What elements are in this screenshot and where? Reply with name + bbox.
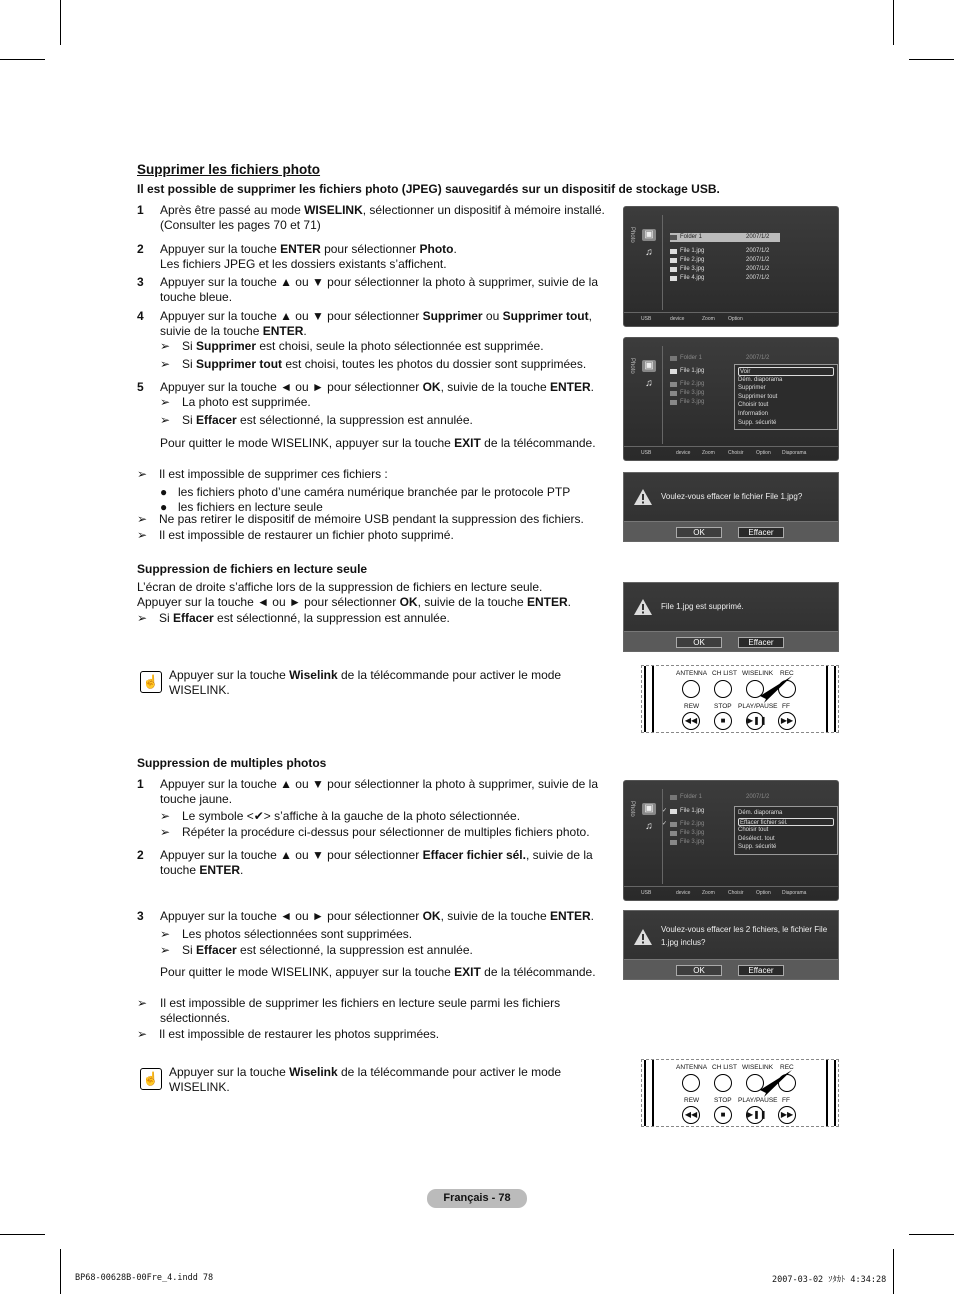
menu-item-slideshow[interactable]: Dém. diaporama xyxy=(738,810,783,816)
warning-icon xyxy=(633,598,653,616)
menu-item-select-all[interactable]: Choisir tout xyxy=(738,402,769,409)
file-icon xyxy=(670,400,677,405)
quit-instruction: Pour quitter le mode WISELINK, appuyer sur la touche EXIT de la télécommande. xyxy=(160,436,596,450)
photo-icon: ▣ xyxy=(642,360,656,372)
stop-button: ■ xyxy=(714,1106,732,1124)
check-icon: ✓ xyxy=(662,821,668,827)
folder-row[interactable]: Folder 1 2007/1/2 xyxy=(670,233,780,242)
step-4: 4 Appuyer sur la touche ▲ ou ▼ pour sélectionner Supprimer ou Supprimer tout, suivie de la touche ENTER. xyxy=(137,309,592,338)
file-row: ✓ File 2.jpg xyxy=(662,821,705,827)
readonly-text-1: L’écran de droite s’affiche lors de la suppression de fichiers en lecture seule. xyxy=(137,580,543,594)
music-icon: ♫ xyxy=(645,378,653,389)
file-row[interactable]: File 2.jpg 2007/1/2 xyxy=(670,256,780,265)
cancel-button[interactable]: Effacer xyxy=(738,527,784,538)
tv-screen-multi-select xyxy=(623,780,839,901)
menu-item-slideshow[interactable]: Dém. diaporama xyxy=(738,376,783,383)
options-menu xyxy=(734,806,838,855)
check-icon: ✓ xyxy=(662,808,668,814)
side-label: Photo xyxy=(629,358,635,374)
hand-icon: ☝ xyxy=(140,1068,162,1090)
confirm-delete-dialog xyxy=(623,472,839,542)
print-filename: BP68-00628B-00Fre_4.indd 78 xyxy=(75,1273,214,1283)
menu-item-delete-all[interactable]: Supprimer tout xyxy=(738,393,778,400)
arrow-icon: ➢ xyxy=(137,1027,148,1041)
file-icon xyxy=(670,822,677,827)
multi-note-1: ➢ Il est impossible de supprimer les fichiers en lecture seule parmi les fichiers sélectionnés. xyxy=(137,996,561,1025)
arrow-icon: ➢ xyxy=(137,528,148,542)
page-number: Français - 78 xyxy=(427,1189,527,1208)
ff-button: ▶▶ xyxy=(778,712,796,730)
note-bullet-2: ● les fichiers en lecture seule xyxy=(160,500,323,514)
cancel-button[interactable]: Effacer xyxy=(738,965,784,976)
file-row: File 3.jpg xyxy=(670,838,780,847)
ok-button[interactable]: OK xyxy=(676,637,722,648)
menu-item-delete[interactable]: Supprimer xyxy=(738,385,766,392)
file-icon xyxy=(670,249,677,254)
menu-item-delete-selected[interactable]: Effacer fichier sél. xyxy=(738,818,834,827)
tv-screen-photo-list xyxy=(623,206,839,327)
step-4-note-1: ➢ Si Supprimer est choisi, seule la photo sélectionnée est supprimée. xyxy=(160,339,544,353)
step-5-note-1: ➢ La photo est supprimée. xyxy=(160,395,311,409)
file-icon xyxy=(670,267,677,272)
multi-step-1-note-1: ➢ Le symbole <✔> s’affiche à la gauche de la photo sélectionnée. xyxy=(160,809,521,823)
wiselink-tip-2: Appuyer sur la touche Wiselink de la télécommande pour activer le mode WISELINK. xyxy=(169,1065,562,1094)
arrow-icon: ➢ xyxy=(160,809,171,823)
file-row: File 3.jpg xyxy=(670,829,780,838)
multi-note-2: ➢ Il est impossible de restaurer les photos supprimées. xyxy=(137,1027,440,1041)
stop-button: ■ xyxy=(714,712,732,730)
rew-button: ◀◀ xyxy=(682,712,700,730)
tv-footer: USB device Zoom Option xyxy=(624,312,838,326)
file-icon xyxy=(670,809,677,814)
intro-text: Il est possible de supprimer les fichiers photo (JPEG) sauvegardés sur un dispositif de stockage USB. xyxy=(137,182,720,196)
file-row: File 3.jpg xyxy=(670,398,780,407)
step-3: 3 Appuyer sur la touche ▲ ou ▼ pour sélectionner la photo à supprimer, suivie de la touche bleue. xyxy=(137,275,598,304)
arrow-icon: ➢ xyxy=(160,339,171,353)
print-date: 2007-03-02 ｿﾀｶﾄ 4:34:28 xyxy=(772,1275,887,1285)
menu-item-information[interactable]: Information xyxy=(738,410,769,417)
multi-heading: Suppression de multiples photos xyxy=(137,756,327,770)
deleted-dialog xyxy=(623,582,839,652)
tv-footer: USB device Zoom Choisir Option Diaporama xyxy=(624,886,838,900)
remote-control-image: ANTENNA CH LIST WISELINK REC REW STOP PLAY/PAUSE FF ◀◀ ■ ▶❚❚ ▶▶ xyxy=(641,1059,839,1127)
file-icon xyxy=(670,831,677,836)
file-icon xyxy=(670,369,677,374)
arrow-icon: ➢ xyxy=(137,611,148,625)
chlist-button xyxy=(714,680,732,698)
folder-row: Folder 1 2007/1/2 xyxy=(670,354,780,363)
readonly-heading: Suppression de fichiers en lecture seule xyxy=(137,562,368,576)
arrow-icon: ➢ xyxy=(160,357,171,371)
cancel-button[interactable]: Effacer xyxy=(738,637,784,648)
step-2: 2 Appuyer sur la touche ENTER pour sélectionner Photo. Les fichiers JPEG et les dossiers existants s’affichent. xyxy=(137,242,457,271)
tv-screen-options-menu xyxy=(623,337,839,461)
dialog-message: Voulez-vous effacer les 2 fichiers, le fichier File 1.jpg inclus? xyxy=(661,925,828,947)
arrow-icon: ➢ xyxy=(160,825,171,839)
menu-item-safe-remove[interactable]: Supp. sécurité xyxy=(738,844,777,851)
side-label: Photo xyxy=(629,801,635,817)
folder-icon xyxy=(670,356,677,361)
folder-icon xyxy=(670,795,677,800)
file-row: File 3.jpg xyxy=(670,389,780,398)
multi-step-3-note-1: ➢ Les photos sélectionnées sont supprimées. xyxy=(160,927,413,941)
dialog-message: File 1.jpg est supprimé. xyxy=(661,602,744,611)
hand-icon: ☝ xyxy=(140,671,162,693)
page-title: Supprimer les fichiers photo xyxy=(137,162,321,177)
file-icon xyxy=(670,391,677,396)
readonly-text-2: Appuyer sur la touche ◄ ou ► pour sélectionner OK, suivie de la touche ENTER. xyxy=(137,595,571,609)
arrow-icon: ➢ xyxy=(137,512,148,526)
multi-step-3: 3 Appuyer sur la touche ◄ ou ► pour sélectionner OK, suivie de la touche ENTER. xyxy=(137,909,594,923)
ok-button[interactable]: OK xyxy=(676,965,722,976)
step-5-note-2: ➢ Si Effacer est sélectionné, la suppression est annulée. xyxy=(160,413,473,427)
arrow-icon: ➢ xyxy=(160,927,171,941)
play-pause-button: ▶❚❚ xyxy=(746,1106,764,1124)
file-row: File 1.jpg xyxy=(670,367,780,376)
file-icon xyxy=(670,258,677,263)
menu-item-select-all[interactable]: Choisir tout xyxy=(738,827,769,834)
multi-step-1: 1 Appuyer sur la touche ▲ ou ▼ pour sélectionner la photo à supprimer, suivie de la touche jaune. xyxy=(137,777,598,806)
folder-icon xyxy=(670,235,677,240)
remote-control-image: ANTENNA CH LIST WISELINK REC REW STOP PLAY/PAUSE FF ◀◀ ■ ▶❚❚ ▶▶ xyxy=(641,665,839,733)
file-row[interactable]: File 1.jpg 2007/1/2 xyxy=(670,247,780,256)
note-bullet-1: ● les fichiers photo d’une caméra numérique branchée par le protocole PTP xyxy=(160,485,571,499)
note-3: ➢ Il est impossible de restaurer un fichier photo supprimé. xyxy=(137,528,454,542)
play-pause-button: ▶❚❚ xyxy=(746,712,764,730)
arrow-icon: ➢ xyxy=(137,996,148,1010)
dialog-message: Voulez-vous effacer le fichier File 1.jpg? xyxy=(661,492,803,501)
file-row: File 2.jpg xyxy=(670,380,780,389)
wiselink-tip-1: Appuyer sur la touche Wiselink de la télécommande pour activer le mode WISELINK. xyxy=(169,668,562,697)
arrow-icon: ➢ xyxy=(160,413,171,427)
music-icon: ♫ xyxy=(645,247,653,258)
side-label: Photo xyxy=(629,227,635,243)
file-icon xyxy=(670,382,677,387)
note-1: ➢ Il est impossible de supprimer ces fichiers : xyxy=(137,467,388,481)
arrow-icon: ➢ xyxy=(137,467,148,481)
confirm-multi-delete-dialog xyxy=(623,910,839,980)
file-icon xyxy=(670,840,677,845)
arrow-icon: ➢ xyxy=(160,943,171,957)
chlist-button xyxy=(714,1074,732,1092)
multi-step-3-note-2: ➢ Si Effacer est sélectionné, la suppression est annulée. xyxy=(160,943,473,957)
file-icon xyxy=(670,276,677,281)
music-icon: ♫ xyxy=(645,821,653,832)
note-2: ➢ Ne pas retirer le dispositif de mémoire USB pendant la suppression des fichiers. xyxy=(137,512,584,526)
file-row[interactable]: File 3.jpg 2007/1/2 xyxy=(670,265,780,274)
menu-item-view[interactable]: Voir xyxy=(738,367,834,376)
ff-button: ▶▶ xyxy=(778,1106,796,1124)
tv-footer: USB device Zoom Choisir Option Diaporama xyxy=(624,446,838,460)
photo-icon: ▣ xyxy=(642,803,656,815)
folder-row: Folder 1 2007/1/2 xyxy=(670,793,780,802)
warning-icon xyxy=(633,928,653,946)
rew-button: ◀◀ xyxy=(682,1106,700,1124)
antenna-button xyxy=(682,1074,700,1092)
photo-icon: ▣ xyxy=(642,229,656,241)
ok-button[interactable]: OK xyxy=(676,527,722,538)
arrow-icon: ➢ xyxy=(160,395,171,409)
multi-step-1-note-2: ➢ Répéter la procédure ci-dessus pour sélectionner de multiples fichiers photo. xyxy=(160,825,590,839)
options-menu xyxy=(734,364,838,430)
file-row[interactable]: File 4.jpg 2007/1/2 xyxy=(670,274,780,283)
warning-icon xyxy=(633,488,653,506)
step-4-note-2: ➢ Si Supprimer tout est choisi, toutes les photos du dossier sont supprimées. xyxy=(160,357,587,371)
menu-item-safe-remove[interactable]: Supp. sécurité xyxy=(738,419,777,426)
multi-quit-instruction: Pour quitter le mode WISELINK, appuyer sur la touche EXIT de la télécommande. xyxy=(160,965,596,979)
pointer-arrow-icon xyxy=(754,674,794,704)
step-1: 1 Après être passé au mode WISELINK, sélectionner un dispositif à mémoire installé. (Consulter les pages 70 et 71) xyxy=(137,203,605,232)
pointer-arrow-icon xyxy=(754,1068,794,1098)
multi-step-2: 2 Appuyer sur la touche ▲ ou ▼ pour sélectionner Effacer fichier sél., suivie de la touche ENTER. xyxy=(137,848,593,877)
antenna-button xyxy=(682,680,700,698)
step-5: 5 Appuyer sur la touche ◄ ou ► pour sélectionner OK, suivie de la touche ENTER. xyxy=(137,380,594,394)
menu-item-deselect-all[interactable]: Désélect. tout xyxy=(738,835,775,842)
readonly-note: ➢ Si Effacer est sélectionné, la suppression est annulée. xyxy=(137,611,450,625)
file-row: ✓ File 1.jpg xyxy=(662,808,705,814)
